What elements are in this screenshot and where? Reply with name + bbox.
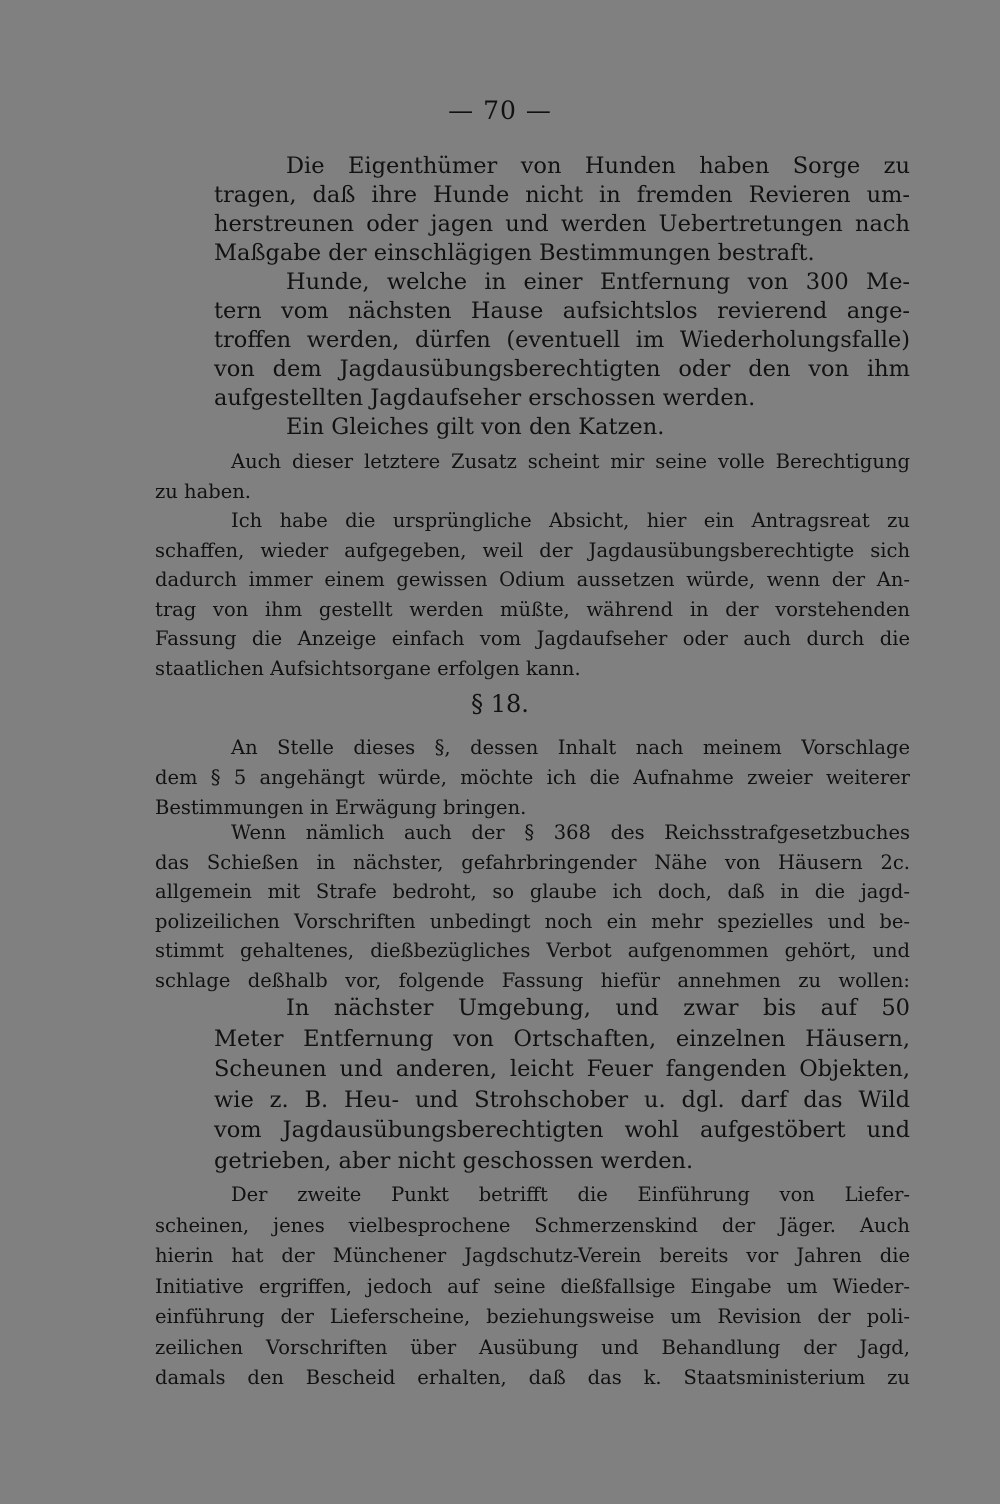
text-line: einführung der Lieferscheine, beziehungsweise um Revision der poli- xyxy=(155,1305,910,1328)
text-line: von dem Jagdausübungsberechtigten oder den von ihm xyxy=(214,356,910,382)
page-number: — 70 — xyxy=(448,96,552,125)
text-line: Maßgabe der einschlägigen Bestimmungen bestraft. xyxy=(214,240,815,266)
section-heading: § 18. xyxy=(471,690,529,718)
quoted-regulation-dogs xyxy=(214,152,910,268)
text-line: tragen, daß ihre Hunde nicht in fremden Revieren um- xyxy=(214,182,910,208)
text-line: hierin hat der Münchener Jagdschutz-Verein bereits vor Jahren die xyxy=(155,1244,910,1267)
text-line: scheinen, jenes vielbesprochene Schmerzenskind der Jäger. Auch xyxy=(155,1213,910,1237)
text-line: Meter Entfernung von Ortschaften, einzelnen Häusern, xyxy=(214,1025,910,1052)
text-line: Wenn nämlich auch der § 368 des Reichsstrafgesetzbuches xyxy=(231,821,910,844)
text-line: troffen werden, dürfen (eventuell im Wiederholungsfalle) xyxy=(214,327,910,353)
text-line: Ich habe die ursprüngliche Absicht, hier ein Antragsreat zu xyxy=(231,509,910,532)
commentary-paragraph xyxy=(155,506,910,683)
text-line: Ein Gleiches gilt von den Katzen. xyxy=(286,414,665,440)
quoted-regulation-distance xyxy=(214,268,910,413)
text-line: dem § 5 angehängt würde, möchte ich die Aufnahme zweier weiterer xyxy=(155,766,910,789)
text-line: dadurch immer einem gewissen Odium aussetzen würde, wenn der An- xyxy=(155,568,910,591)
text-line: zu haben. xyxy=(155,480,251,503)
text-line: Die Eigenthümer von Hunden haben Sorge zu xyxy=(286,153,910,179)
text-line: allgemein mit Strafe bedroht, so glaube ich doch, daß in die jagd- xyxy=(155,880,910,903)
text-line: Auch dieser letztere Zusatz scheint mir seine volle Berechtigung xyxy=(231,450,910,473)
text-line: Fassung die Anzeige einfach vom Jagdaufseher oder auch durch die xyxy=(155,627,910,650)
text-line: getrieben, aber nicht geschossen werden. xyxy=(214,1147,694,1174)
text-line: tern vom nächsten Hause aufsichtslos revierend ange- xyxy=(214,298,910,324)
text-line: stimmt gehaltenes, dießbezügliches Verbot aufgenommen gehört, und xyxy=(155,939,910,962)
text-line: damals den Bescheid erhalten, daß das k. Staatsministerium zu xyxy=(155,1366,910,1389)
text-line: das Schießen in nächster, gefahrbringender Nähe von Häusern 2c. xyxy=(155,850,910,874)
text-line: In nächster Umgebung, und zwar bis auf 50 xyxy=(286,995,910,1021)
text-line: schlage deßhalb vor, folgende Fassung hiefür annehmen zu wollen: xyxy=(155,968,910,992)
text-line: Der zweite Punkt betrifft die Einführung von Liefer- xyxy=(231,1183,910,1206)
commentary-paragraph xyxy=(155,447,910,507)
text-line: staatlichen Aufsichtsorgane erfolgen kann. xyxy=(155,656,581,680)
quoted-regulation-cats xyxy=(214,413,910,442)
text-line: wie z. B. Heu- und Strohschober u. dgl. darf das Wild xyxy=(214,1086,910,1113)
text-line: Scheunen und anderen, leicht Feuer fangenden Objekten, xyxy=(214,1056,910,1082)
commentary-paragraph xyxy=(155,818,910,995)
text-line: Hunde, welche in einer Entfernung von 300 Me- xyxy=(286,269,910,295)
proposed-regulation xyxy=(214,993,910,1176)
text-line: zeilichen Vorschriften über Ausübung und Behandlung der Jagd, xyxy=(155,1335,910,1359)
text-line: trag von ihm gestellt werden müßte, während in der vorstehenden xyxy=(155,597,910,621)
text-line: An Stelle dieses §, dessen Inhalt nach meinem Vorschlage xyxy=(231,736,910,759)
commentary-paragraph xyxy=(155,1180,910,1394)
text-line: schaffen, wieder aufgegeben, weil der Jagdausübungsberechtigte sich xyxy=(155,538,910,562)
text-line: vom Jagdausübungsberechtigten wohl aufgestöbert und xyxy=(214,1117,910,1143)
text-line: Bestimmungen in Erwägung bringen. xyxy=(155,796,527,819)
text-line: Initiative ergriffen, jedoch auf seine dießfallsige Eingabe um Wieder- xyxy=(155,1274,910,1298)
commentary-paragraph xyxy=(155,733,910,823)
text-line: aufgestellten Jagdaufseher erschossen werden. xyxy=(214,385,756,411)
text-line: herstreunen oder jagen und werden Uebertretungen nach xyxy=(214,211,910,237)
text-line: polizeilichen Vorschriften unbedingt noch ein mehr spezielles und be- xyxy=(155,909,910,933)
